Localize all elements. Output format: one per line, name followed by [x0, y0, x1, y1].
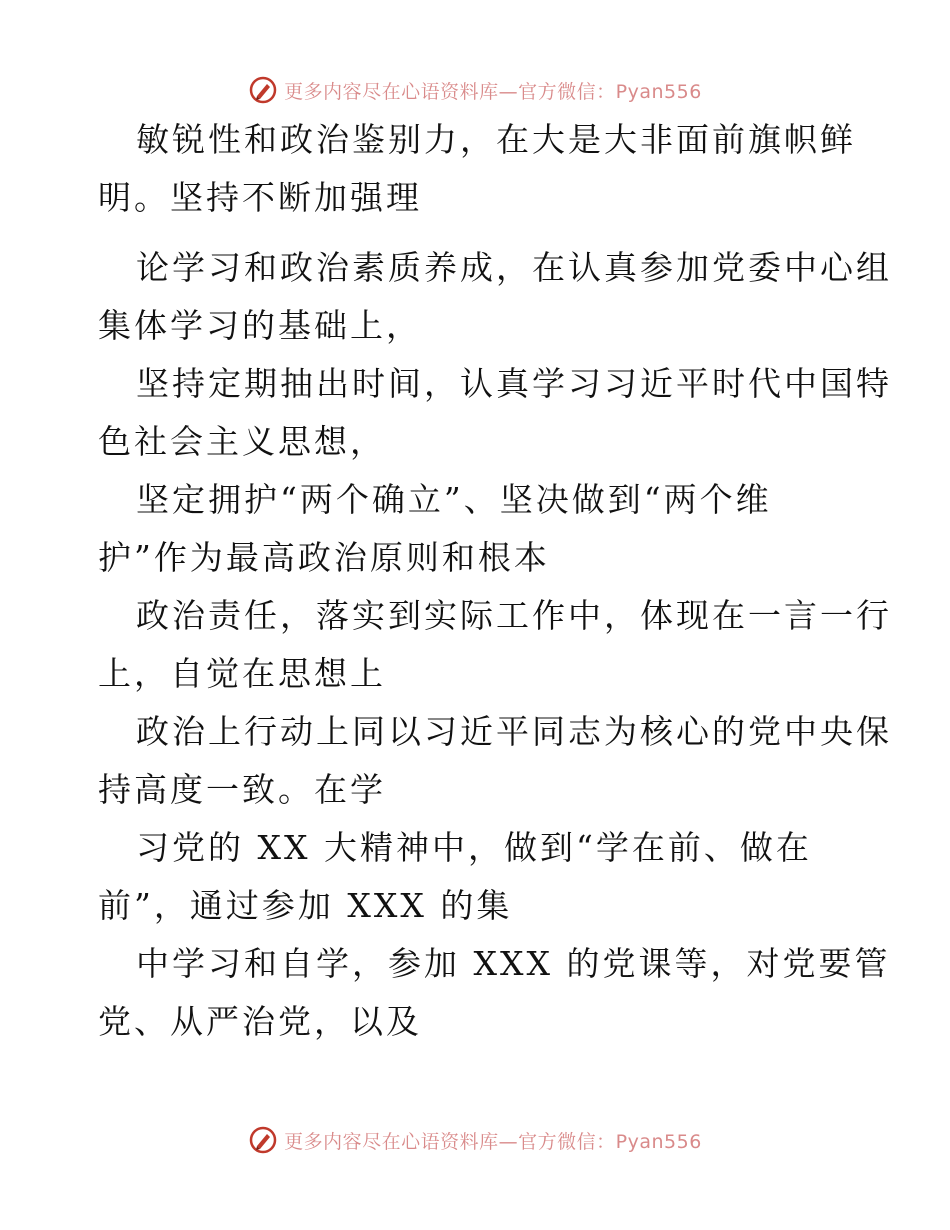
- text-line: 持高度一致。在学: [98, 770, 386, 809]
- text-line: 政治责任，落实到实际工作中，体现在一言一行: [136, 596, 892, 635]
- text-line: 中学习和自学，参加 XXX 的党课等，对党要管: [136, 944, 891, 983]
- text-line: 论学习和政治素质养成，在认真参加党委中心组: [136, 248, 892, 287]
- watermark-text: 更多内容尽在心语资料库—官方微信：Pyan556: [284, 1130, 702, 1153]
- text-line: 习党的 XX 大精神中，做到“学在前、做在: [136, 828, 812, 867]
- pen-circle-logo-icon: [248, 1125, 278, 1155]
- text-line: 集体学习的基础上，: [98, 306, 422, 345]
- watermark-text: 更多内容尽在心语资料库—官方微信：Pyan556: [284, 80, 702, 103]
- text-line: 政治上行动上同以习近平同志为核心的党中央保: [136, 712, 892, 751]
- text-line: 前”，通过参加 XXX 的集: [98, 886, 513, 925]
- text-line: 坚持定期抽出时间，认真学习习近平时代中国特: [136, 364, 892, 403]
- text-line: 护”作为最高政治原则和根本: [98, 538, 550, 577]
- pen-circle-logo-icon: [248, 75, 278, 105]
- header-watermark: [0, 72, 950, 108]
- text-line: 明。坚持不断加强理: [98, 178, 422, 217]
- text-line: 坚定拥护“两个确立”、坚决做到“两个维: [136, 480, 772, 519]
- text-line: 党、从严治党，以及: [98, 1002, 422, 1041]
- text-line: 色社会主义思想，: [98, 422, 386, 461]
- text-line: 敏锐性和政治鉴别力，在大是大非面前旗帜鲜: [136, 120, 856, 159]
- footer-watermark: [0, 1122, 950, 1158]
- text-line: 上，自觉在思想上: [98, 654, 386, 693]
